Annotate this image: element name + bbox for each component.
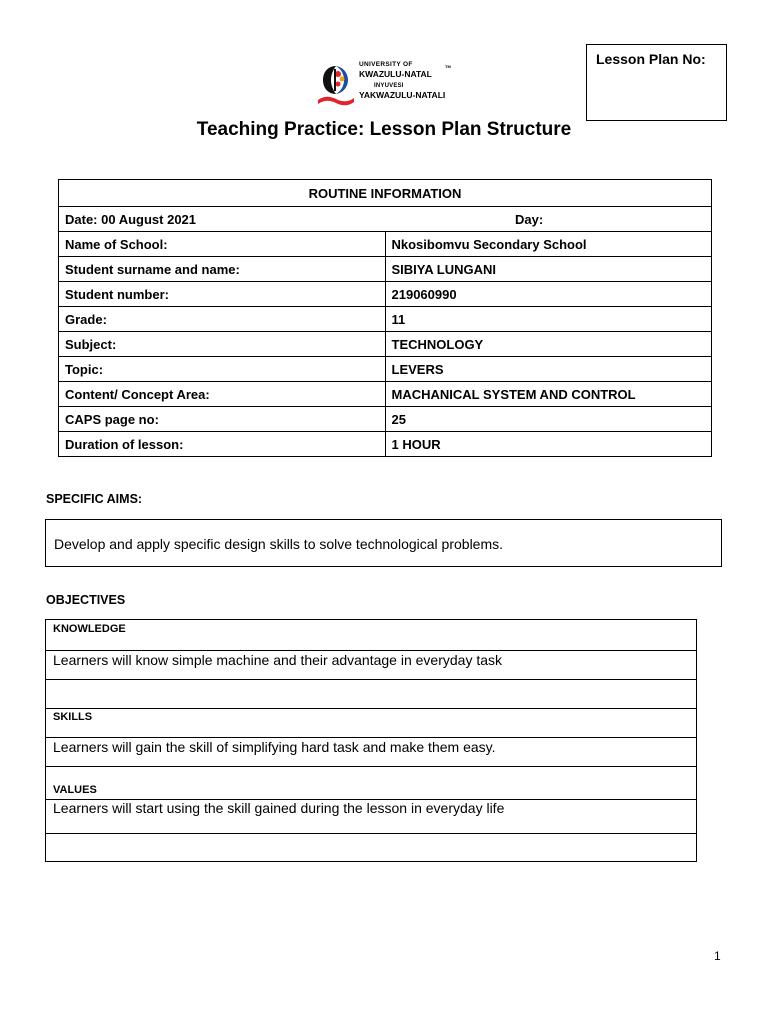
table-row: [59, 382, 712, 407]
knowledge-text: Learners will know simple machine and their advantage in everyday task: [53, 652, 503, 668]
knowledge-label: KNOWLEDGE: [53, 623, 126, 635]
table-row: [59, 180, 712, 207]
row-label: CAPS page no:: [59, 407, 386, 432]
table-row: [46, 708, 696, 737]
table-row: [59, 232, 712, 257]
table-row: [46, 766, 696, 799]
objectives-table: [45, 619, 697, 862]
table-row: [46, 833, 696, 861]
row-label: Name of School:: [59, 232, 386, 257]
row-value: Nkosibomvu Secondary School: [385, 232, 712, 257]
row-label: Subject:: [59, 332, 386, 357]
table-row: [59, 332, 712, 357]
objectives-heading: OBJECTIVES: [46, 593, 126, 607]
specific-aims-box: [45, 519, 722, 567]
specific-aims-heading: SPECIFIC AIMS:: [46, 492, 143, 506]
row-value: 1 HOUR: [385, 432, 712, 457]
table-row: [59, 432, 712, 457]
table-row: [46, 679, 696, 708]
table-row: [59, 357, 712, 382]
table-row: [59, 307, 712, 332]
table-row: [46, 737, 696, 766]
day-label: Day:: [515, 211, 544, 227]
table-row: [59, 207, 712, 232]
university-logo: [316, 60, 456, 108]
table-row: [46, 650, 696, 679]
row-label: Grade:: [59, 307, 386, 332]
row-value: TECHNOLOGY: [385, 332, 712, 357]
row-value: 11: [385, 307, 712, 332]
row-value: 25: [385, 407, 712, 432]
row-label: Content/ Concept Area:: [59, 382, 386, 407]
logo-line-1: UNIVERSITY OF: [359, 61, 413, 68]
values-text: Learners will start using the skill gained during the lesson in everyday life: [53, 800, 505, 816]
row-value: MACHANICAL SYSTEM AND CONTROL: [385, 382, 712, 407]
values-label: VALUES: [53, 784, 97, 796]
row-label: Student number:: [59, 282, 386, 307]
routine-information-table: [58, 179, 712, 457]
row-label: Topic:: [59, 357, 386, 382]
logo-line-2: KWAZULU-NATAL: [359, 69, 432, 79]
skills-label: SKILLS: [53, 711, 93, 723]
skills-text: Learners will gain the skill of simplifying hard task and make them easy.: [53, 739, 496, 755]
page-title: Teaching Practice: Lesson Plan Structure: [196, 119, 572, 140]
row-value: LEVERS: [385, 357, 712, 382]
university-crest-icon: [316, 60, 356, 108]
row-value: 219060990: [385, 282, 712, 307]
specific-aims-text: Develop and apply specific design skills to solve technological problems.: [54, 536, 504, 552]
date-cell: [59, 207, 712, 232]
table-row: [59, 407, 712, 432]
logo-line-4: YAKWAZULU-NATALI: [359, 90, 446, 100]
row-label: Duration of lesson:: [59, 432, 386, 457]
table-row: [59, 282, 712, 307]
row-value: SIBIYA LUNGANI: [385, 257, 712, 282]
date-text: Date: 00 August 2021: [65, 211, 197, 227]
table-row: [46, 799, 696, 833]
lesson-plan-number-box: [586, 44, 727, 121]
table-row: [46, 620, 696, 650]
row-label: Student surname and name:: [59, 257, 386, 282]
routine-heading: ROUTINE INFORMATION: [59, 180, 712, 207]
lesson-plan-number-label: Lesson Plan No:: [596, 51, 706, 67]
table-row: [59, 257, 712, 282]
logo-line-3: INYUVESI: [374, 83, 404, 89]
logo-trademark: TM: [445, 64, 451, 69]
page-number: 1: [714, 949, 721, 963]
